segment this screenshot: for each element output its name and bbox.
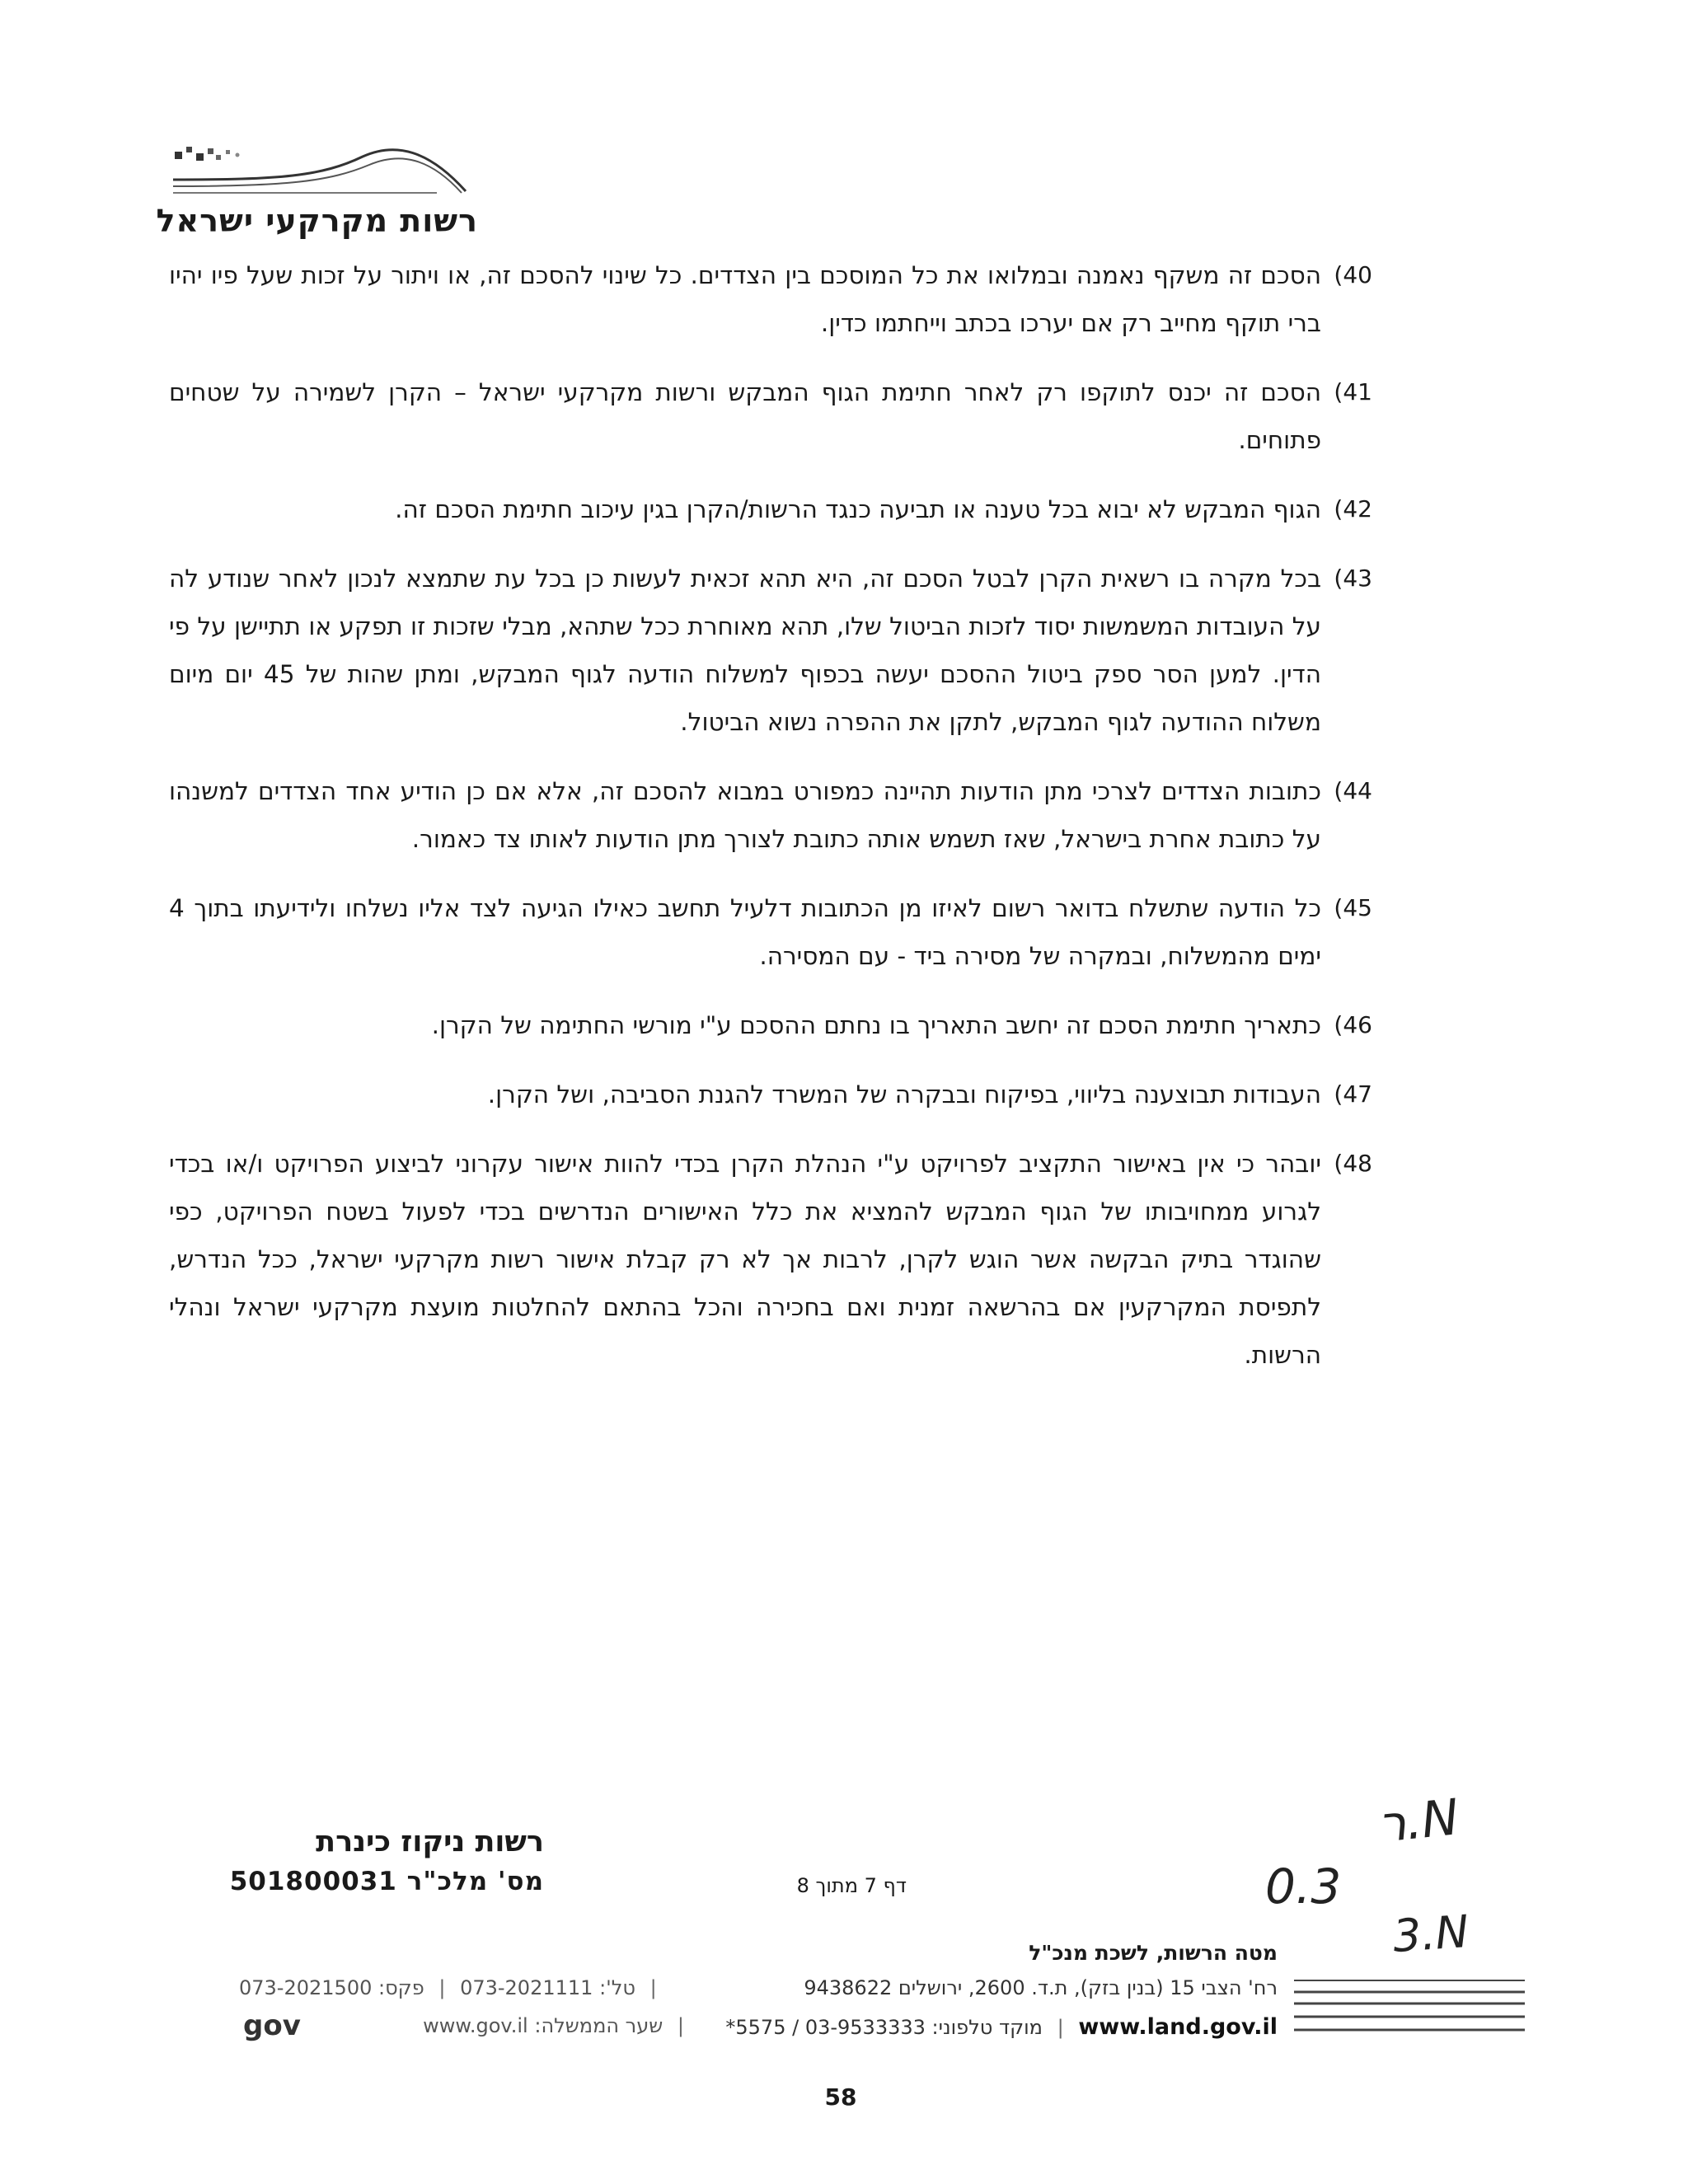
clause-number: 44) bbox=[1334, 777, 1372, 804]
clause-item bbox=[169, 368, 1372, 464]
tel-label: טל': bbox=[599, 1976, 635, 1999]
clause-number: 47) bbox=[1334, 1080, 1372, 1108]
gov-gate-label: שער הממשלה: bbox=[534, 2014, 663, 2037]
hotline-label: מוקד טלפוני: bbox=[931, 2016, 1043, 2039]
clause-text: בכל מקרה בו רשאית הקרן לבטל הסכם זה, היא תהא זכאית לעשות כן בכל עת שתמצא לנכון לאחר שנודע לה על העובדות המשמשות יסוד לזכות הביטול שלו, תהא מאוחרת ככל שתהא, מבלי שזכות זו תפקע או תתיישן על פי הדין. למען הסר ספק ביטול ההסכם יעשה בכפוף למשלוח הודעה לגוף המבקש, ומתן שהות של 45 יום מיום משלוח ההודעה לגוף המבקש, לתקן את ההפרה נשוא הביטול. bbox=[169, 565, 1321, 736]
clause-number: 40) bbox=[1334, 261, 1372, 288]
clause-item bbox=[169, 767, 1372, 863]
clause-item bbox=[169, 1140, 1372, 1379]
gov-gate-link[interactable]: www.gov.il bbox=[423, 2014, 528, 2037]
clause-text: הסכם זה משקף נאמנה ובמלואו את כל המוסכם בין הצדדים. כל שינוי להסכם זה, או ויתור על זכות שעל פיו יהיו ברי תוקף מחייב רק אם יערכו בכתב וייחתמו כדין. bbox=[169, 261, 1321, 337]
footer-contact bbox=[239, 1976, 684, 1999]
tel-value: 073-2021111 bbox=[460, 1976, 593, 1999]
clause-text: כתובות הצדדים לצרכי מתן הודעות תהיינה כמפורט במבוא להסכם זה, אלא אם כן הודיע אחד הצדדים למשנהו על כתובת אחרת בישראל, שאז תשמש אותה כתובת לצורך מתן הודעות לאותו צד כאמור. bbox=[169, 777, 1321, 853]
clause-item bbox=[169, 555, 1372, 746]
clause-text: כל הודעה שתשלח בדואר רשום לאיזו מן הכתובות דלעיל תחשב כאילו הגיעה לצד אליו נשלחו ולידיעתו בתוך 4 ימים מהמשלוח, ובמקרה של מסירה ביד - עם המסירה. bbox=[169, 894, 1321, 970]
clause-number: 42) bbox=[1334, 495, 1372, 523]
clause-number: 41) bbox=[1334, 378, 1372, 405]
clause-item bbox=[169, 1071, 1372, 1118]
clause-item bbox=[169, 251, 1372, 347]
clause-number: 43) bbox=[1334, 565, 1372, 592]
handwritten-initials: ר.N bbox=[1375, 1788, 1462, 1854]
page-of-indicator: דף 7 מתוך 8 bbox=[796, 1874, 907, 1897]
footer-gov-row bbox=[363, 2014, 692, 2037]
clause-number: 45) bbox=[1334, 894, 1372, 921]
clause-item bbox=[169, 485, 1372, 533]
clause-text: הגוף המבקש לא יבוא בכל טענה או תביעה כנגד הרשות/הקרן בגין עיכוב חתימת הסכם זה. bbox=[395, 495, 1321, 523]
fax-label: פקס: bbox=[378, 1976, 424, 1999]
stamp-org-name: רשות ניקוז כינרת bbox=[316, 1825, 544, 1858]
org-name: רשות מקרקעי ישראל bbox=[156, 203, 478, 239]
clause-text: יובהר כי אין באישור התקציב לפרויקט ע"י הנהלת הקרן בכדי להוות אישור עקרוני לביצוע הפרויקט ו/או בכדי לגרוע ממחויבותו של הגוף המבקש להמציא את כלל האישורים הנדרשים בכדי לפעול בשטח הפרויקט, כפי שהוגדר בתיק הבקשה אשר הוגש לקרן, לרבות אך לא רק קבלת אישור רשות מקרקעי ישראל, ככל הנדרש, לתפיסת המקרקעין אם בהרשאה זמנית ואם בחכירה והכל בהתאם להחלטות מועצת מקרקעי ישראל ונהלי הרשות. bbox=[169, 1150, 1321, 1369]
clause-item bbox=[169, 884, 1372, 980]
clause-text: כתאריך חתימת הסכם זה יחשב התאריך בו נחתם ההסכם ע"י מורשי החתימה של הקרן. bbox=[431, 1011, 1321, 1039]
hotline-value: 03-9533333 / 5575* bbox=[725, 2016, 926, 2039]
footer-decorative-lines bbox=[1294, 1974, 1525, 2040]
authority-logo bbox=[156, 138, 478, 254]
fax-value: 073-2021500 bbox=[239, 1976, 373, 1999]
clause-text: העבודות תבוצענה בליווי, בפיקוח ובבקרה של המשרד להגנת הסביבה, ושל הקרן. bbox=[487, 1080, 1321, 1108]
footer-web-row bbox=[684, 2014, 1278, 2040]
separator: | bbox=[649, 1976, 657, 1999]
clause-text: הסכם זה יכנס לתוקפו רק לאחר חתימת הגוף המבקש ורשות מקרקעי ישראל – הקרן לשמירה על שטחים פתוחים. bbox=[169, 378, 1321, 454]
stamp-registration: מס' מלכ"ר 501800031 bbox=[229, 1867, 544, 1896]
clause-item bbox=[169, 1001, 1372, 1049]
website-link[interactable]: www.land.gov.il bbox=[1078, 2014, 1278, 2040]
page-number: 58 bbox=[824, 2083, 857, 2111]
gov-logo: gov bbox=[243, 2009, 301, 2042]
handwritten-note: 0.3 bbox=[1265, 1858, 1342, 1915]
clause-number: 46) bbox=[1334, 1011, 1372, 1038]
footer-address: רח' הצבי 15 (בנין בזק), ת.ד. 2600, ירושלים 9438622 bbox=[804, 1976, 1278, 1999]
separator: | bbox=[1057, 2016, 1064, 2039]
clause-number: 48) bbox=[1334, 1150, 1372, 1177]
footer-org: מטה הרשות, לשכת מנכ"ל bbox=[1029, 1941, 1278, 1965]
logo-graphic bbox=[165, 138, 478, 204]
separator: | bbox=[677, 2014, 684, 2037]
clauses-list bbox=[169, 251, 1372, 1400]
organization-stamp bbox=[214, 1821, 544, 1900]
handwritten-initials: 3.N bbox=[1390, 1905, 1471, 1963]
separator: | bbox=[438, 1976, 446, 1999]
